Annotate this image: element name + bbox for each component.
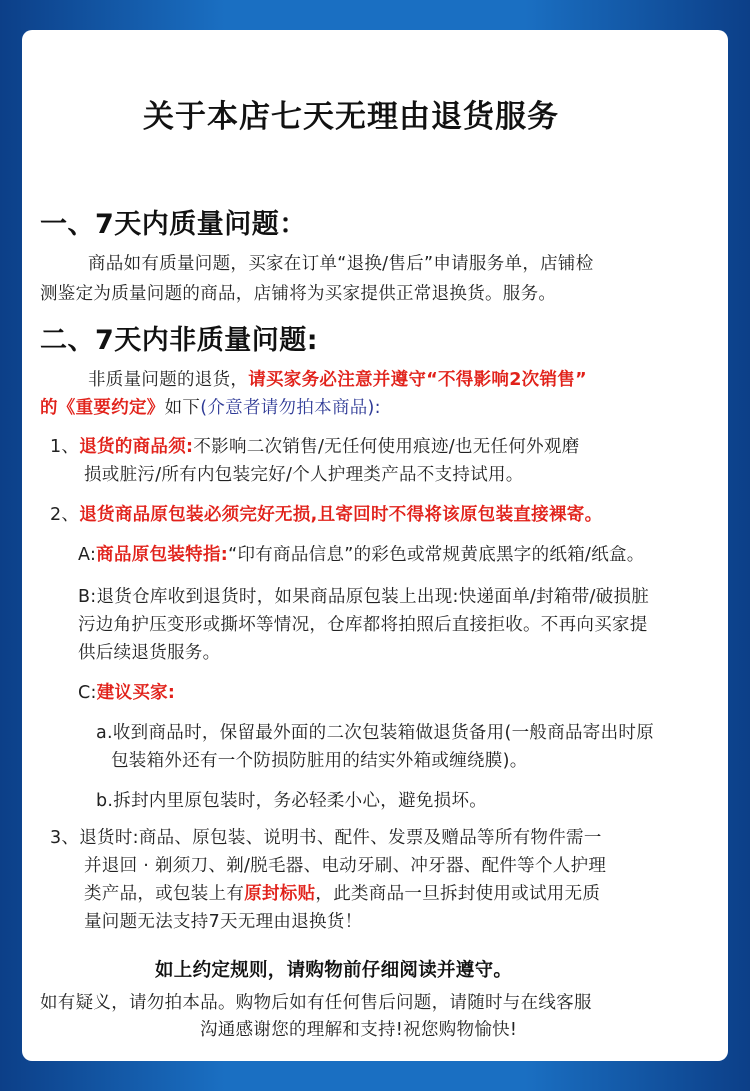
item-2-line (50, 501, 602, 529)
item-1-label: 退货的商品须: (79, 437, 194, 457)
intro-disclaimer: (介意者请勿拍本商品): (200, 398, 381, 418)
item-3-text-c: ，此类商品一旦拆封使用或试用无质 (315, 884, 601, 904)
section-2-intro-line-2 (40, 394, 381, 422)
intro-warning: 请买家务必注意并遵守“不得影响2次销售” (248, 370, 587, 390)
item-3-line-3 (84, 880, 600, 908)
section-1-line-2: 测鉴定为质量问题的商品，店铺将为买家提供正常退换货。服务。 (40, 284, 557, 304)
item-3-text-a: 类产品，或包装上有 (84, 884, 245, 904)
section-2-intro-line-1 (88, 366, 587, 394)
item-3-line-1: 3、退货时:商品、原包装、说明书、配件、发票及赠品等所有物件需一 (50, 828, 602, 848)
intro-text: 非质量问题的退货， (88, 370, 249, 390)
item-2-text: 退货商品原包装必须完好无损,且寄回时不得将该原包装直接裸寄。 (79, 505, 603, 525)
sub-c-a-line-2: 包装箱外还有一个防损防脏用的结实外箱或缠绕膜)。 (111, 751, 528, 771)
item-3-line-4: 量问题无法支持7天无理由退换货！ (84, 912, 363, 932)
item-2-number: 2、 (50, 505, 80, 525)
section-1-line-1: 商品如有质量问题，买家在订单“退换/售后”申请服务单，店铺检 (88, 254, 594, 274)
sub-b-line-2: 污边角护压变形或撕坏等情况，仓库都将拍照后直接拒收。不再向买家提 (78, 615, 648, 635)
footer-line-2: 沟通感谢您的理解和支持!祝您购物愉快! (200, 1020, 518, 1040)
sub-a-prefix: A: (78, 545, 97, 565)
footer-bold: 如上约定规则，请购物前仔细阅读并遵守。 (155, 960, 513, 981)
item-1-line-2: 损或脏污/所有内包装完好/个人护理类产品不支持试用。 (84, 465, 524, 485)
sub-c-a-line-1: a.收到商品时，保留最外面的二次包装箱做退货备用(一般商品寄出时原 (96, 723, 655, 743)
sub-b-line-3: 供后续退货服务。 (78, 643, 221, 663)
item-3-seal-label: 原封标贴 (244, 884, 316, 904)
section-2-heading: 二、7天内非质量问题: (40, 325, 319, 356)
intro-below: 如下 (164, 398, 201, 418)
sub-c-label: 建议买家: (96, 683, 176, 703)
sub-c-line (78, 679, 175, 707)
sub-a-label: 商品原包装特指: (96, 545, 229, 565)
item-1-text: 不影响二次销售/无任何使用痕迹/也无任何外观磨 (193, 437, 580, 457)
item-1-number: 1、 (50, 437, 80, 457)
sub-c-prefix: C: (78, 683, 97, 703)
sub-a-text: “印有商品信息”的彩色或常规黄底黑字的纸箱/纸盒。 (228, 545, 645, 565)
sub-a-line (78, 541, 645, 569)
footer-line-1: 如有疑义，请勿拍本品。购物后如有任何售后问题，请随时与在线客服 (40, 993, 592, 1013)
sub-c-b-line-1: b.拆封内里原包装时，务必轻柔小心，避免损坏。 (96, 791, 488, 811)
item-1-line-1 (50, 433, 580, 461)
important-agreement: 的《重要约定》 (40, 398, 165, 418)
sub-b-line-1: B:退货仓库收到退货时，如果商品原包装上出现:快递面单/封箱带/破损脏 (78, 587, 650, 607)
section-1-heading: 一、7天内质量问题： (40, 209, 307, 240)
page-title: 关于本店七天无理由退货服务 (143, 99, 559, 135)
item-3-line-2: 并退回 · 剃须刀、剃/脱毛器、电动牙刷、冲牙器、配件等个人护理 (84, 856, 607, 876)
